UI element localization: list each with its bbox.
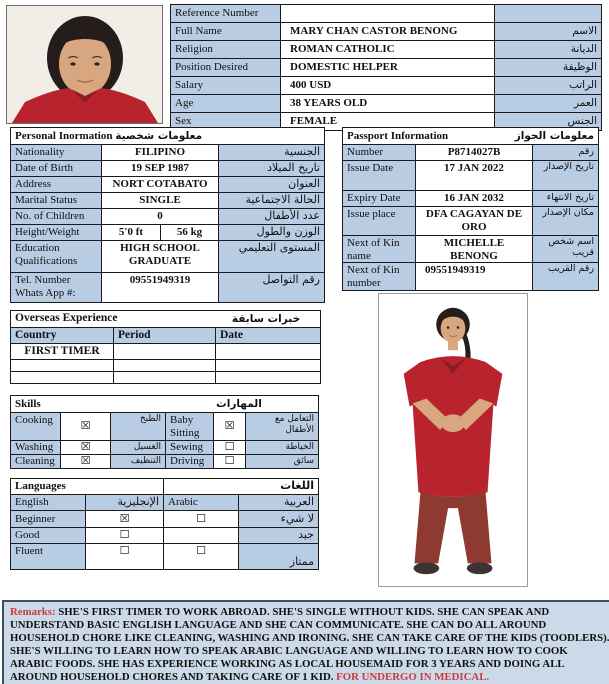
table-row (171, 95, 602, 113)
field-value: P8714027B (416, 145, 533, 161)
checkbox-icon: ☒ (214, 413, 246, 441)
table-row (171, 77, 602, 95)
field-value: FEMALE (281, 113, 495, 131)
field-label: Education Qualifications (11, 241, 102, 273)
table-row (11, 511, 319, 528)
column-header-arabic: العربية (239, 495, 319, 511)
language-level-arabic: ممتاز (239, 544, 319, 570)
field-label: Number (343, 145, 416, 161)
column-header: Date (216, 328, 321, 344)
section-title-en: Overseas Experience (15, 312, 118, 325)
table-row (343, 236, 599, 263)
table-row (343, 145, 599, 161)
section-title-en: Passport Information (347, 129, 449, 142)
table-row (11, 241, 325, 273)
skill-label-arabic: التنظيف (111, 455, 166, 469)
section-title-arabic: خبرات سابقة (231, 312, 301, 325)
fullbody-illustration (379, 294, 527, 586)
table-row (11, 441, 319, 455)
section-title (343, 128, 599, 145)
field-label-arabic: تاريخ الانتهاء (533, 191, 599, 207)
field-label: Address (11, 177, 102, 193)
section-title (11, 128, 325, 145)
field-label-arabic: الحالة الاجتماعية (219, 193, 325, 209)
skill-label-arabic: سائق (246, 455, 319, 469)
table-row (11, 528, 319, 544)
field-label-arabic: تاريخ الميلاد (219, 161, 325, 177)
field-label-arabic: اسم شخص قريب (533, 236, 599, 263)
section-title-en: Skills (15, 397, 41, 410)
field-value (281, 5, 495, 23)
field-label-arabic (495, 5, 602, 23)
language-level-arabic: جيد (239, 528, 319, 544)
skills-table (10, 395, 319, 469)
checkbox-icon: ☒ (61, 455, 111, 469)
table-header-row (11, 495, 319, 511)
field-value: MARY CHAN CASTOR BENONG (281, 23, 495, 41)
field-label-arabic: الوظيفة (495, 59, 602, 77)
column-header-arabic: الإنجليزية (86, 495, 164, 511)
field-label: No. of Children (11, 209, 102, 225)
field-value: 09551949319 (102, 273, 219, 303)
skill-label-arabic: الغسيل (111, 441, 166, 455)
section-title (11, 396, 319, 413)
skill-label: Cleaning (11, 455, 61, 469)
field-label-arabic: الوزن والطول (219, 225, 325, 241)
field-value: 16 JAN 2032 (416, 191, 533, 207)
column-header: Country (11, 328, 114, 344)
height-value: 5'0 ft (102, 225, 161, 241)
field-label-arabic: رقم التواصل (219, 273, 325, 303)
remarks-box (2, 600, 609, 684)
table-row (11, 177, 325, 193)
section-title-en: Languages (11, 479, 164, 495)
field-label: Issue Date (343, 161, 416, 191)
field-value: 38 YEARS OLD (281, 95, 495, 113)
applicant-fullbody-photo (378, 293, 528, 587)
field-value: NORT COTABATO (102, 177, 219, 193)
skill-label: Driving (166, 455, 214, 469)
checkbox-icon: ☐ (86, 544, 164, 570)
column-header: English (11, 495, 86, 511)
field-value: 09551949319 (416, 263, 533, 290)
remarks-red-note: FOR UNDERGO IN MEDICAL. (336, 671, 490, 683)
table-row (11, 145, 325, 161)
overseas-experience-table (10, 310, 321, 384)
checkbox-icon: ☒ (61, 441, 111, 455)
remarks-text: SHE'S FIRST TIMER TO WORK ABROAD. SHE'S SINGLE WITHOUT KIDS. SHE CAN SPEAK AND UNDERSTAND BASIC ENGLISH LANGUAGE AND SHE CAN COMMUNICATE. SHE CAN DO ALL AROUND HOUSEHOLD CHORE LIKE CLEANING, WASHING AND IRONING. SHE CAN TAKE CARE OF THE KIDS (TOODLERS). SHE'S WILLING TO LEARN HOW TO SPEAK ARABIC LANGUAGE AND WILLING TO LEARN HOW TO COOK ARABIC FOODS. SHE HAS EXPERIENCE WORKING AS LOCAL HOUSEMAID FOR 3 YEARS AND DOING ALL AROUND HOUSEHOLD CHORES AND TAKING CARE OF 1 KID. (10, 606, 609, 683)
checkbox-icon: ☐ (164, 544, 239, 570)
field-label-arabic: الاسم (495, 23, 602, 41)
table-row (11, 360, 321, 372)
table-row (11, 209, 325, 225)
field-value: FILIPINO (102, 145, 219, 161)
field-value: MICHELLE BENONG (416, 236, 533, 263)
table-row (11, 225, 325, 241)
language-level-label: Fluent (11, 544, 86, 570)
field-label: Salary (171, 77, 281, 95)
field-value: ROMAN CATHOLIC (281, 41, 495, 59)
language-level-label: Good (11, 528, 86, 544)
field-value: 0 (102, 209, 219, 225)
field-label-arabic: مكان الإصدار (533, 207, 599, 236)
table-row (171, 59, 602, 77)
checkbox-icon: ☐ (214, 455, 246, 469)
table-row (11, 544, 319, 570)
section-title-arabic: معلومات شخصية (115, 129, 203, 142)
language-level-label: Beginner (11, 511, 86, 528)
table-row (171, 41, 602, 59)
field-value: SINGLE (102, 193, 219, 209)
checkbox-icon: ☐ (164, 511, 239, 528)
field-label: Tel. Number Whats App #: (11, 273, 102, 303)
headshot-illustration (7, 6, 162, 123)
field-label-arabic: الراتب (495, 77, 602, 95)
section-title-en: Personal Inormation (15, 129, 113, 142)
skill-label: Baby Sitting (166, 413, 214, 441)
skill-label: Washing (11, 441, 61, 455)
personal-information-table (10, 127, 325, 303)
field-label-arabic: رقم (533, 145, 599, 161)
field-label-arabic: الجنسية (219, 145, 325, 161)
field-label: Full Name (171, 23, 281, 41)
passport-information-table (342, 127, 599, 291)
column-header: Arabic (164, 495, 239, 511)
table-row (343, 207, 599, 236)
weight-value: 56 kg (161, 225, 219, 241)
country-cell (11, 372, 114, 384)
country-cell (11, 360, 114, 372)
period-cell (114, 344, 216, 360)
period-cell (114, 372, 216, 384)
date-cell (216, 372, 321, 384)
table-row (11, 372, 321, 384)
field-label: Religion (171, 41, 281, 59)
section-title-arabic: المهارات (216, 397, 262, 410)
field-label-arabic: المستوى التعليمي (219, 241, 325, 273)
period-cell (114, 360, 216, 372)
table-row (171, 5, 602, 23)
date-cell (216, 344, 321, 360)
field-value: 17 JAN 2022 (416, 161, 533, 191)
date-cell (216, 360, 321, 372)
checkbox-icon: ☒ (61, 413, 111, 441)
field-label: Age (171, 95, 281, 113)
table-row (343, 161, 599, 191)
table-row (11, 193, 325, 209)
table-row (11, 344, 321, 360)
field-value: 19 SEP 1987 (102, 161, 219, 177)
table-header-row (11, 328, 321, 344)
field-label: Issue place (343, 207, 416, 236)
field-label-arabic: العمر (495, 95, 602, 113)
skill-label-arabic: الخياطة (246, 441, 319, 455)
table-row (11, 161, 325, 177)
section-title-arabic: اللغات (164, 479, 319, 495)
skill-label: Cooking (11, 413, 61, 441)
field-label: Position Desired (171, 59, 281, 77)
field-label-arabic: تاريخ الإصدار (533, 161, 599, 191)
languages-table (10, 478, 319, 570)
table-row (343, 263, 599, 290)
column-header: Period (114, 328, 216, 344)
field-value: DOMESTIC HELPER (281, 59, 495, 77)
field-label: Sex (171, 113, 281, 131)
section-title (11, 479, 319, 495)
section-title (11, 311, 321, 328)
field-label-arabic: الديانة (495, 41, 602, 59)
language-level-arabic: لا شيء (239, 511, 319, 528)
field-value: 400 USD (281, 77, 495, 95)
checkbox-icon: ☐ (214, 441, 246, 455)
field-label-arabic: العنوان (219, 177, 325, 193)
field-value: HIGH SCHOOL GRADUATE (102, 241, 219, 273)
field-label: Height/Weight (11, 225, 102, 241)
table-row (11, 455, 319, 469)
table-row (171, 23, 602, 41)
table-row (11, 413, 319, 441)
field-label-arabic: عدد الأطفال (219, 209, 325, 225)
field-label: Date of Birth (11, 161, 102, 177)
field-label-arabic: الجنس (495, 113, 602, 131)
section-title-arabic: معلومات الجواز (514, 129, 594, 142)
applicant-summary-table (170, 4, 602, 131)
country-cell: FIRST TIMER (11, 344, 114, 360)
checkbox-icon: ☒ (86, 511, 164, 528)
skill-label-arabic: الطبخ (111, 413, 166, 441)
field-label: Nationality (11, 145, 102, 161)
field-label: Reference Number (171, 5, 281, 23)
skill-label-arabic: التعامل مع الأطفال (246, 413, 319, 441)
checkbox-icon (164, 528, 239, 544)
checkbox-icon: ☐ (86, 528, 164, 544)
applicant-headshot-photo (6, 5, 163, 124)
field-label: Next of Kin number (343, 263, 416, 290)
skill-label: Sewing (166, 441, 214, 455)
field-label: Expiry Date (343, 191, 416, 207)
field-label-arabic: رقم القريب (533, 263, 599, 290)
table-row (343, 191, 599, 207)
remarks-label: Remarks: (10, 606, 56, 618)
field-label: Next of Kin name (343, 236, 416, 263)
table-row (11, 273, 325, 303)
field-label: Marital Status (11, 193, 102, 209)
field-value: DFA CAGAYAN DE ORO (416, 207, 533, 236)
